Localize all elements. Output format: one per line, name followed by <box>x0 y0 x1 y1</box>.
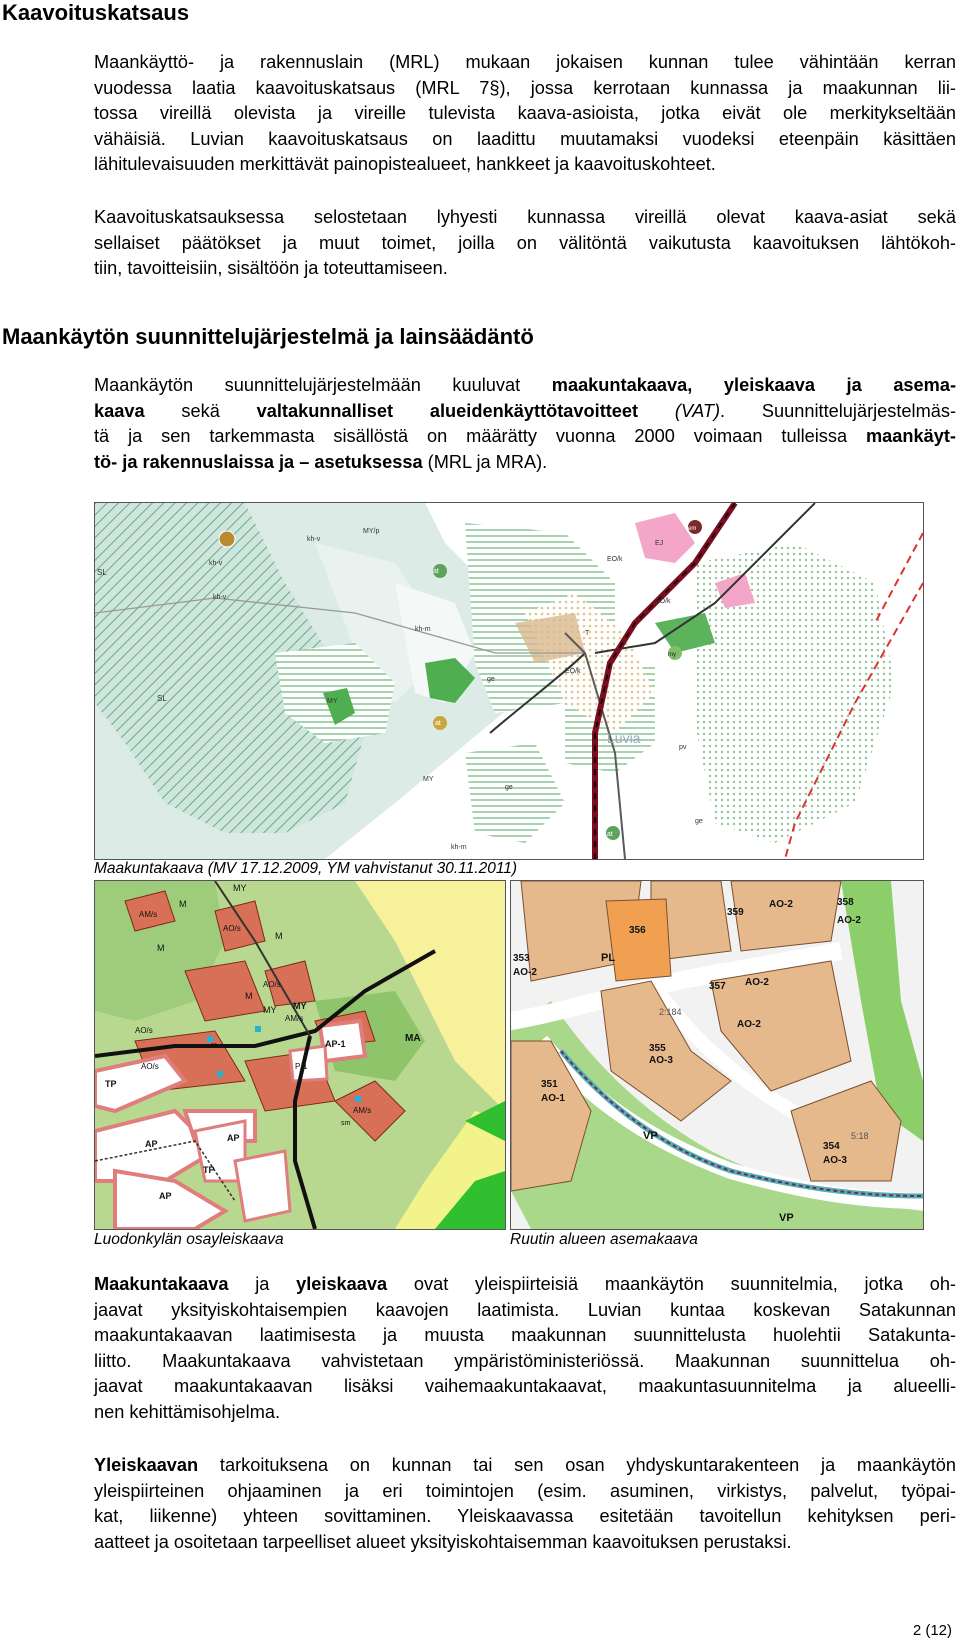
map-label: AM/s <box>285 1014 304 1023</box>
map-label: MY <box>327 698 338 705</box>
map-label: AO-2 <box>769 899 793 910</box>
map-label: ge <box>695 818 703 825</box>
map-label: kh-m <box>451 844 467 851</box>
map-label: sr <box>211 1042 217 1049</box>
map-label: AP <box>159 1191 172 1201</box>
text-line: yleispiirteinen ohjaaminen ja eri toimintojen (esim. asuminen, virkistys, palvelut, työpai- <box>94 1480 956 1501</box>
map-label: pv <box>679 744 687 751</box>
text-line: lähitulevaisuuden merkittävät painopistealueet, hankkeet ja kaavoituskohteet. <box>94 154 716 175</box>
text-line: tossa vireillä olevista ja vireille tulevista kaava-asioista, jotka eivät ole merkitykseltään <box>94 103 956 124</box>
text-line: Yleiskaavan tarkoituksena on kunnan tai sen osan yhdyskuntarakenteen ja maankäytön <box>94 1455 956 1475</box>
map-label: my <box>668 652 676 658</box>
regional-plan-map-graphic <box>95 503 923 859</box>
text-line: jaavat maakuntakaavan lisäksi vaihemaakuntakaavat, maakuntasuunnitelma ja alueelli- <box>94 1376 956 1397</box>
map-label: em <box>688 526 697 532</box>
master-plan-caption: Luodonkylän osayleiskaava <box>94 1231 284 1248</box>
summary-paragraph <box>94 205 956 282</box>
text-line: kat, liikenne) yhteen sovittaminen. Yleiskaavassa esitetään tavoitellun kehityksen peri- <box>94 1506 956 1527</box>
map-label: MY <box>263 1005 277 1015</box>
map-label: 353 <box>513 953 530 964</box>
map-label: VP <box>779 1212 794 1224</box>
map-label: kh-m <box>415 626 431 633</box>
map-label: AO-2 <box>737 1019 761 1030</box>
text-line: tö- ja rakennuslaissa ja – asetuksessa (MRL ja MRA). <box>94 451 548 472</box>
text-line: liitto. Maakuntakaava vahvistetaan ympäristöministeriössä. Maakunnan suunnittelua oh- <box>94 1350 956 1371</box>
map-label: AO-2 <box>513 967 537 978</box>
regional-plan-caption: Maakuntakaava (MV 17.12.2009, YM vahvistanut 30.11.2011) <box>94 860 518 877</box>
map-label: PL <box>601 952 616 964</box>
map-label: at <box>433 568 439 575</box>
plan-types-paragraph <box>94 1272 956 1426</box>
text-line: Maakuntakaava ja yleiskaava ovat yleispiirteisiä maankäytön suunnitelmia, jotka oh- <box>94 1274 956 1294</box>
map-label: T <box>585 630 590 637</box>
map-label: at <box>435 720 441 727</box>
map-label: Luvia <box>607 730 641 746</box>
map-label: AP <box>227 1133 240 1143</box>
map-label: TP <box>105 1079 117 1089</box>
map-label: AM/s <box>139 910 158 919</box>
map-label: 5:18 <box>851 1131 869 1141</box>
page-heading: Kaavoituskatsaus <box>2 0 190 25</box>
detailed-plan-caption: Ruutin alueen asemakaava <box>510 1231 698 1248</box>
map-label: M <box>275 931 283 941</box>
map-label: 2:184 <box>659 1007 682 1017</box>
map-label: AO-3 <box>649 1055 673 1066</box>
map-label: AM/s <box>353 1106 372 1115</box>
text-line: nen kehittämisohjelma. <box>94 1401 281 1422</box>
text-line: vähäisiä. Luvian kaavoituskatsaus on laadittu muutamaksi vuodeksi eteenpäin käsittäen <box>94 128 956 149</box>
map-label: kh-v <box>213 594 227 601</box>
regional-plan-map <box>94 502 924 860</box>
map-label: at <box>607 831 613 838</box>
map-label: SL <box>157 694 167 703</box>
map-label: MY <box>293 1001 307 1011</box>
map-label: AO-2 <box>837 915 861 926</box>
map-label: AO-2 <box>745 977 769 988</box>
detailed-plan-map-graphic <box>511 881 923 1229</box>
map-label: 357 <box>709 981 726 992</box>
map-label: EO/k <box>655 598 671 605</box>
text-line: Kaavoituskatsauksessa selostetaan lyhyesti kunnassa vireillä olevat kaava-asiat sekä <box>94 207 956 227</box>
map-label: kh-v <box>307 536 321 543</box>
map-label: AO/s <box>141 1062 159 1071</box>
map-label: SL <box>97 568 107 577</box>
text-line: Maankäyttö- ja rakennuslain (MRL) mukaan jokaisen kunnan tulee vähintään kerran <box>94 52 956 72</box>
master-plan-map <box>94 880 506 1230</box>
map-label: 356 <box>629 925 646 936</box>
text-line: vuodessa laatia kaavoituskatsaus (MRL 7§), jossa kerrotaan kunnassa ja maakunnan lii- <box>94 77 956 98</box>
map-label: AO-3 <box>823 1155 847 1166</box>
map-label: 354 <box>823 1141 840 1152</box>
text-line: maakuntakaavan laatimisesta ja muusta maakunnan suunnittelusta huolehtii Satakunta- <box>94 1325 956 1346</box>
map-label: AP <box>145 1139 158 1149</box>
map-label: kh-v <box>209 560 223 567</box>
map-label: AO/s <box>135 1026 153 1035</box>
intro-paragraph <box>94 50 956 178</box>
map-label: AO-1 <box>541 1093 565 1104</box>
map-label: M <box>157 943 165 953</box>
map-label: EO/k <box>565 668 581 675</box>
section-heading: Maankäytön suunnittelujärjestelmä ja lainsäädäntö <box>2 324 534 349</box>
map-label: 355 <box>649 1043 666 1054</box>
master-plan-map-graphic <box>95 881 505 1229</box>
map-label: 359 <box>727 907 744 918</box>
planning-system-paragraph <box>94 373 956 475</box>
map-label: 358 <box>837 897 854 908</box>
map-label: TP <box>203 1165 215 1175</box>
detailed-plan-map <box>510 880 924 1230</box>
map-label: M <box>179 899 187 909</box>
map-label: EO/k <box>607 556 623 563</box>
text-line: sellaiset päätökset ja muut toimet, joilla on välitöntä vaikutusta kaavoituksen lähtökoh- <box>94 232 956 253</box>
map-label: P-1 <box>295 1062 308 1071</box>
text-line: kaava sekä valtakunnalliset alueidenkäyttötavoitteet (VAT). Suunnittelujärjestelmäs- <box>94 400 957 421</box>
map-label: EJ <box>655 540 664 547</box>
map-label: AP-1 <box>325 1039 346 1049</box>
map-label: MA <box>405 1033 421 1044</box>
map-label: ge <box>505 784 513 791</box>
map-label: AO/s <box>223 924 241 933</box>
map-label: AO/s <box>263 980 281 989</box>
master-plan-paragraph <box>94 1453 956 1555</box>
map-label: M <box>245 991 253 1001</box>
text-line: aatteet ja osoitetaan tarpeelliset alueet yksityiskohtaisemman kaavoituksen perustaksi. <box>94 1531 792 1552</box>
text-line: tä ja sen tarkemmasta sisällöstä on määrätty vuonna 2000 voimaan tulleissa maankäyt- <box>94 426 956 447</box>
map-label: VP <box>643 1130 658 1142</box>
map-label: MY <box>423 776 434 783</box>
map-label: sm <box>341 1120 351 1127</box>
page-number: 2 (12) <box>912 1622 952 1639</box>
map-label: 351 <box>541 1079 558 1090</box>
map-label: MY <box>233 883 247 893</box>
text-line: Maankäytön suunnittelujärjestelmään kuuluvat maakuntakaava, yleiskaava ja asema- <box>94 375 957 395</box>
map-label: ge <box>487 676 495 683</box>
map-label: MY/p <box>363 528 380 535</box>
text-line: jaavat yksityiskohtaisempien kaavojen laatimista. Luvian kuntaa koskevan Satakunnan <box>94 1299 956 1320</box>
text-line: tiin, tavoitteisiin, sisältöön ja toteuttamiseen. <box>94 258 448 279</box>
